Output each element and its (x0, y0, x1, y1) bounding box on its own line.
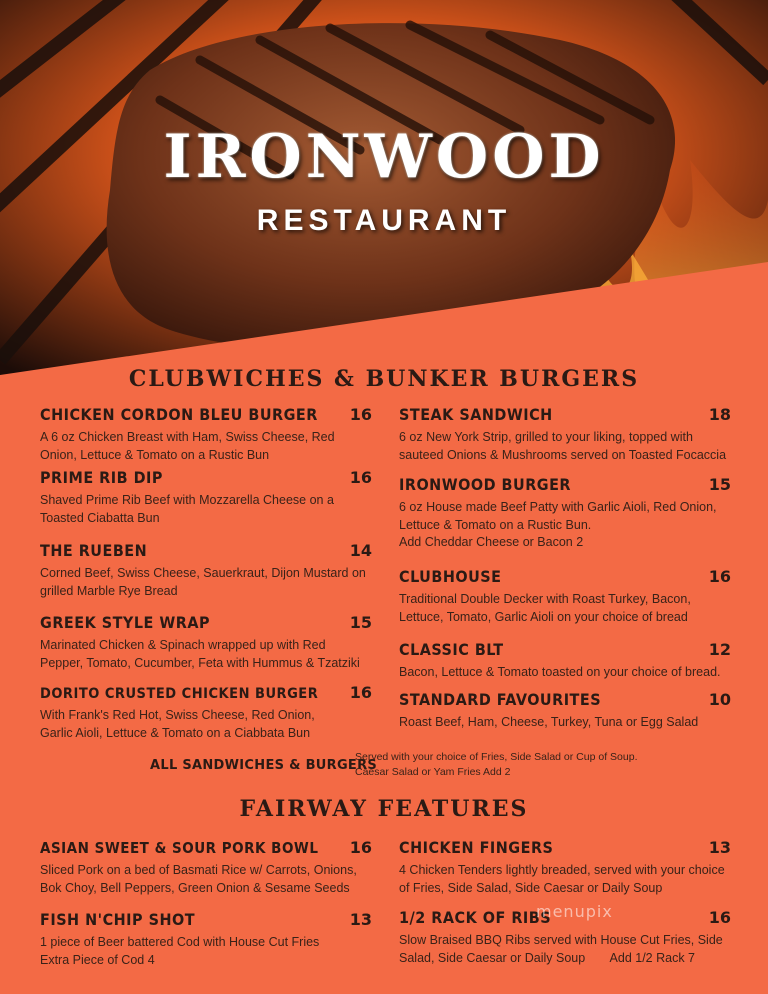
item-description: 4 Chicken Tenders lightly breaded, served with your choice of Fries, Side Salad, Side Caesar or Daily Soup (399, 863, 725, 895)
item-description: 6 oz House made Beef Patty with Garlic Aioli, Red Onion, Lettuce & Tomato on a Rustic Bun. (399, 500, 717, 532)
item-description: Traditional Double Decker with Roast Turkey, Bacon, Lettuce, Tomato, Garlic Aioli on your choice of bread (399, 592, 691, 624)
menu-item (399, 475, 731, 552)
item-price: 16 (708, 567, 731, 586)
item-name: THE RUEBEN (40, 541, 148, 560)
menu-item (40, 405, 372, 464)
item-name: DORITO CRUSTED CHICKEN BURGER (40, 686, 319, 702)
restaurant-subtitle: RESTAURANT (256, 204, 512, 237)
sides-note (355, 750, 637, 780)
watermark: menupix (536, 902, 613, 921)
item-name: GREEK STYLE WRAP (40, 613, 211, 632)
section-title-clubwiches: CLUBWICHES & BUNKER BURGERS (128, 366, 640, 392)
item-description: Roast Beef, Ham, Cheese, Turkey, Tuna or Egg Salad (399, 715, 699, 729)
sides-note-line: Caesar Salad or Yam Fries Add 2 (355, 766, 511, 778)
item-description: 1 piece of Beer battered Cod with House Cut Fries (40, 935, 320, 949)
item-price: 13 (708, 838, 731, 857)
item-name: STEAK SANDWICH (399, 405, 553, 424)
item-addon: Add Cheddar Cheese or Bacon 2 (399, 535, 584, 549)
item-price: 10 (708, 690, 731, 709)
item-name: CHICKEN CORDON BLEU BURGER (40, 405, 318, 424)
item-description: 6 oz New York Strip, grilled to your liking, topped with sauteed Onions & Mushrooms served on Toasted Focaccia (399, 430, 727, 462)
menu-item (40, 838, 372, 897)
item-description: Sliced Pork on a bed of Basmati Rice w/ Carrots, Onions, Bok Choy, Bell Peppers, Green Onion & Sesame Seeds (40, 863, 357, 895)
hero-banner (0, 0, 768, 380)
menu-item (399, 567, 731, 626)
item-price: 18 (708, 405, 731, 424)
item-price: 16 (708, 908, 731, 927)
item-description-text: Slow Braised BBQ Ribs served with House Cut Fries, Side Salad, Side Caesar or Daily Soup (399, 933, 723, 965)
item-description: Shaved Prime Rib Beef with Mozzarella Cheese on a Toasted Ciabatta Bun (40, 493, 334, 525)
menu-item (40, 541, 372, 600)
menu-item (399, 838, 731, 897)
item-addon: Add 1/2 Rack 7 (609, 950, 695, 965)
menu-item (399, 640, 731, 682)
menu-item (40, 910, 372, 969)
item-price: 15 (708, 475, 731, 494)
item-price: 15 (349, 613, 372, 632)
item-price: 16 (349, 468, 372, 487)
item-price: 13 (349, 910, 372, 929)
item-description: A 6 oz Chicken Breast with Ham, Swiss Cheese, Red Onion, Lettuce & Tomato on a Rustic Bun (40, 430, 335, 462)
sides-note-line: Served with your choice of Fries, Side Salad or Cup of Soup. (355, 751, 638, 763)
item-description: Bacon, Lettuce & Tomato toasted on your choice of bread. (399, 665, 721, 679)
item-name: CLASSIC BLT (399, 640, 504, 659)
item-addon: Extra Piece of Cod 4 (40, 952, 155, 967)
sides-note-label: ALL SANDWICHES & BURGERS (150, 758, 378, 773)
item-description: Corned Beef, Swiss Cheese, Sauerkraut, Dijon Mustard on grilled Marble Rye Bread (40, 566, 366, 598)
item-description: With Frank's Red Hot, Swiss Cheese, Red Onion, Garlic Aioli, Lettuce & Tomato on a Ciabbata Bun (40, 708, 315, 740)
menu-item (40, 683, 372, 742)
item-price: 16 (349, 838, 372, 857)
item-description (399, 932, 731, 967)
item-name: IRONWOOD BURGER (399, 475, 572, 494)
item-description: Marinated Chicken & Spinach wrapped up with Red Pepper, Tomato, Cucumber, Feta with Hummus & Tzatziki (40, 638, 360, 670)
item-name: CLUBHOUSE (399, 567, 502, 586)
menu-item (40, 468, 372, 527)
menu-item (399, 405, 731, 464)
item-name: 1/2 RACK OF RIBS (399, 908, 552, 927)
item-price: 16 (349, 405, 372, 424)
item-name: FISH N'CHIP SHOT (40, 910, 196, 929)
item-price: 16 (349, 683, 372, 702)
menu-item (399, 690, 731, 732)
restaurant-name: IRONWOOD (163, 122, 605, 192)
item-name: STANDARD FAVOURITES (399, 690, 602, 709)
section-title-fairway: FAIRWAY FEATURES (239, 796, 529, 822)
item-price: 14 (349, 541, 372, 560)
item-name: CHICKEN FINGERS (399, 838, 554, 857)
item-name: PRIME RIB DIP (40, 468, 163, 487)
menu-item (40, 613, 372, 672)
item-name: ASIAN SWEET & SOUR PORK BOWL (40, 839, 319, 857)
item-price: 12 (708, 640, 731, 659)
